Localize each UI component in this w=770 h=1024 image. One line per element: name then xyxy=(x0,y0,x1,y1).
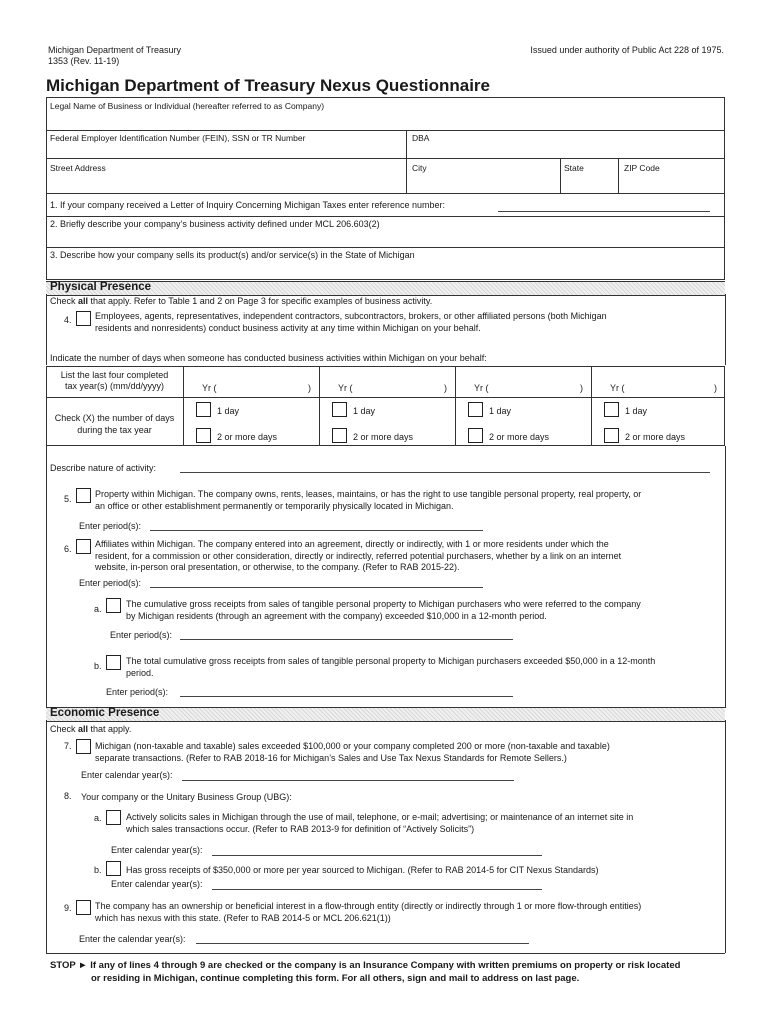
year-1-input[interactable] xyxy=(220,393,306,394)
year-1-one-day-checkbox[interactable] xyxy=(196,402,211,417)
q5-text xyxy=(95,489,641,512)
q7-line: Michigan (non-taxable and taxable) sales exceeded $100,000 or your company completed 200 or more (non-taxable and taxable) xyxy=(95,741,610,751)
q8a-year-label: Enter calendar year(s): xyxy=(111,845,203,855)
q7-text xyxy=(95,741,610,764)
stop-label: STOP xyxy=(50,960,76,971)
year-4-close: ) xyxy=(714,383,717,393)
fein-label: Federal Employer Identification Number (FEIN), SSN or TR Number xyxy=(50,133,306,143)
days-check-label-line: Check (X) the number of days xyxy=(54,413,175,423)
q6-number: 6. xyxy=(64,544,72,554)
divider xyxy=(46,158,725,159)
q4-line: Employees, agents, representatives, independent contractors, subcontractors, brokers, or other affiliated persons (both Michigan xyxy=(95,311,607,321)
question-1: 1. If your company received a Letter of Inquiry Concerning Michigan Taxes enter reference number: xyxy=(50,200,446,210)
q6b-line: The total cumulative gross receipts from sales of tangible personal property to Michigan purchasers exceeded $50,000 in a 12-month xyxy=(126,656,656,666)
q7-line: separate transactions. (Refer to RAB 2018-16 for Michigan’s Sales and Use Tax Nexus Standards for Remote Sellers.) xyxy=(95,752,567,763)
q7-year-label: Enter calendar year(s): xyxy=(81,770,173,780)
q8b-year-line[interactable] xyxy=(212,889,542,890)
q6a-letter: a. xyxy=(94,604,102,614)
q8-number: 8. xyxy=(64,791,72,801)
physical-presence-title: Physical Presence xyxy=(50,281,152,293)
year-3-open: Yr ( xyxy=(474,383,489,393)
divider xyxy=(725,446,726,708)
q8b-year-label: Enter calendar year(s): xyxy=(111,879,203,889)
divider xyxy=(46,247,725,248)
year-1-two-days-label: 2 or more days xyxy=(217,432,278,442)
physical-presence-header xyxy=(46,281,725,296)
divider xyxy=(46,397,725,398)
zip-label: ZIP Code xyxy=(624,163,660,173)
year-2-open: Yr ( xyxy=(338,383,353,393)
year-3-close: ) xyxy=(580,383,583,393)
divider xyxy=(46,193,725,194)
page-title: Michigan Department of Treasury Nexus Questionnaire xyxy=(46,76,491,95)
q6-line: website, in-person oral presentation, or otherwise, to the company. (Refer to RAB 2015-22). xyxy=(95,562,460,572)
q4-checkbox[interactable] xyxy=(76,311,91,326)
street-label: Street Address xyxy=(50,163,106,173)
agency-name: Michigan Department of Treasury xyxy=(48,45,182,55)
q6b-period-line[interactable] xyxy=(180,696,513,697)
instruction-post: that apply. Refer to Table 1 and 2 on Page 3 for specific examples of business activity. xyxy=(88,296,433,306)
year-4-open: Yr ( xyxy=(610,383,625,393)
q6-checkbox[interactable] xyxy=(76,539,91,554)
divider xyxy=(46,216,725,217)
year-4-one-day-checkbox[interactable] xyxy=(604,402,619,417)
year-4-one-day-label: 1 day xyxy=(625,406,648,416)
q6a-line: by Michigan residents (through an agreement with the company) exceeded $10,000 in a 12-month period. xyxy=(126,610,547,621)
q6a-period-line[interactable] xyxy=(180,639,513,640)
days-check-label xyxy=(46,412,183,436)
year-1-close: ) xyxy=(308,383,311,393)
q5-checkbox[interactable] xyxy=(76,488,91,503)
year-4-input[interactable] xyxy=(628,393,712,394)
year-4-two-days-label: 2 or more days xyxy=(625,432,686,442)
question-2: 2. Briefly describe your company’s business activity defined under MCL 206.603(2) xyxy=(50,219,380,229)
q6a-text xyxy=(126,599,641,622)
days-prompt: Indicate the number of days when someone has conducted business activities within Michigan on your behalf: xyxy=(50,353,487,363)
nature-input-line[interactable] xyxy=(180,472,710,473)
year-3-two-days-checkbox[interactable] xyxy=(468,428,483,443)
divider xyxy=(46,130,725,131)
economic-presence-title: Economic Presence xyxy=(50,707,160,719)
q6a-period-label: Enter period(s): xyxy=(110,630,173,640)
q8a-text xyxy=(126,812,633,835)
q5-line: Property within Michigan. The company owns, rents, leases, maintains, or has the right to use tangible personal property, real property, or xyxy=(95,489,642,499)
q6-line: Affiliates within Michigan. The company entered into an agreement, directly or indirectly, with 1 or more residents under which the xyxy=(95,539,609,549)
economic-instruction xyxy=(50,724,131,734)
q8b-letter: b. xyxy=(94,865,102,875)
year-2-two-days-label: 2 or more days xyxy=(353,432,414,442)
authority-text: Issued under authority of Public Act 228 of 1975. xyxy=(530,45,724,55)
divider xyxy=(618,158,619,193)
q6-text xyxy=(95,539,621,574)
instruction-bold: all xyxy=(78,724,89,734)
q8-text: Your company or the Unitary Business Group (UBG): xyxy=(81,792,292,802)
stop-line-1 xyxy=(50,959,730,972)
q4-text xyxy=(95,311,607,334)
q9-year-line[interactable] xyxy=(196,943,529,944)
divider xyxy=(725,294,726,365)
q9-year-label: Enter the calendar year(s): xyxy=(79,934,186,944)
divider xyxy=(46,446,47,708)
q8a-checkbox[interactable] xyxy=(106,810,121,825)
stop-text-1: If any of lines 4 through 9 are checked or the company is an Insurance Company with written premiums on property or risk located xyxy=(90,960,681,971)
instruction-post: that apply. xyxy=(88,724,132,734)
q6b-line: period. xyxy=(126,667,154,678)
q6b-checkbox[interactable] xyxy=(106,655,121,670)
q5-number: 5. xyxy=(64,494,72,504)
year-3-two-days-label: 2 or more days xyxy=(489,432,550,442)
year-2-one-day-checkbox[interactable] xyxy=(332,402,347,417)
reference-number-line[interactable] xyxy=(498,211,710,212)
q8a-line: which sales transactions occur. (Refer to RAB 2013-9 for definition of “Actively Solicits”) xyxy=(126,823,475,834)
q8b-text: Has gross receipts of $350,000 or more per year sourced to Michigan. (Refer to RAB 2014-5 for CIT Nexus Standards) xyxy=(126,865,599,875)
divider xyxy=(725,720,726,953)
divider xyxy=(560,158,561,193)
q6-period-line[interactable] xyxy=(150,587,483,588)
arrow-right-icon: ► xyxy=(78,960,88,971)
q5-period-line[interactable] xyxy=(150,530,483,531)
year-2-one-day-label: 1 day xyxy=(353,406,376,416)
q9-text xyxy=(95,901,641,924)
economic-presence-header xyxy=(46,707,725,722)
dba-label: DBA xyxy=(412,133,430,143)
nature-label: Describe nature of activity: xyxy=(50,463,157,473)
q9-line: which has nexus with this state. (Refer to RAB 2014-5 or MCL 206.621(1)) xyxy=(95,912,391,923)
stop-text-2: or residing in Michigan, continue completing this form. For all others, sign and mail to address on last page. xyxy=(91,973,580,984)
year-4-two-days-checkbox[interactable] xyxy=(604,428,619,443)
divider xyxy=(46,953,725,954)
q8a-line: Actively solicits sales in Michigan through the use of mail, telephone, or e-mail; advertising; or maintenance of an internet site in xyxy=(126,812,634,822)
year-1-one-day-label: 1 day xyxy=(217,406,240,416)
year-3-input[interactable] xyxy=(492,393,578,394)
q6b-period-label: Enter period(s): xyxy=(106,687,169,697)
q6-line: resident, for a commission or other consideration, directly or indirectly, referred potential purchasers, whether by a link on an internet xyxy=(95,550,622,561)
year-2-two-days-checkbox[interactable] xyxy=(332,428,347,443)
year-2-close: ) xyxy=(444,383,447,393)
divider xyxy=(319,366,320,446)
q6a-checkbox[interactable] xyxy=(106,598,121,613)
year-1-two-days-checkbox[interactable] xyxy=(196,428,211,443)
legal-name-label: Legal Name of Business or Individual (hereafter referred to as Company) xyxy=(50,101,325,111)
year-3-one-day-label: 1 day xyxy=(489,406,512,416)
q7-number: 7. xyxy=(64,741,72,751)
divider xyxy=(591,366,592,446)
year-2-input[interactable] xyxy=(356,393,442,394)
stop-notice xyxy=(50,959,730,985)
q8b-checkbox[interactable] xyxy=(106,861,121,876)
q6b-letter: b. xyxy=(94,661,102,671)
instruction-bold: all xyxy=(78,296,89,306)
divider xyxy=(183,366,184,446)
divider xyxy=(46,720,47,953)
q9-checkbox[interactable] xyxy=(76,900,91,915)
q7-year-line[interactable] xyxy=(182,780,514,781)
year-3-one-day-checkbox[interactable] xyxy=(468,402,483,417)
q9-number: 9. xyxy=(64,903,72,913)
q6b-text xyxy=(126,656,655,679)
form-number: 1353 (Rev. 11-19) xyxy=(48,56,120,66)
instruction-pre: Check xyxy=(50,724,79,734)
year-1-open: Yr ( xyxy=(202,383,217,393)
form-header-left xyxy=(48,45,181,67)
city-label: City xyxy=(412,163,427,173)
tax-year-label xyxy=(46,370,183,392)
q8a-year-line[interactable] xyxy=(212,855,542,856)
q6a-line: The cumulative gross receipts from sales of tangible personal property to Michigan purchasers who were referred to the company xyxy=(126,599,641,609)
divider xyxy=(455,366,456,446)
q6-period-label: Enter period(s): xyxy=(79,578,142,588)
instruction-pre: Check xyxy=(50,296,79,306)
state-label: State xyxy=(564,163,584,173)
q5-line: an office or other establishment permanently or temporarily physically located in Michigan. xyxy=(95,500,454,511)
question-3: 3. Describe how your company sells its product(s) and/or service(s) in the State of Michigan xyxy=(50,250,415,260)
tax-year-label-line: List the last four completed xyxy=(60,370,169,380)
divider xyxy=(46,294,47,365)
q4-line: residents and nonresidents) conduct business activity at any time within Michigan on your behalf. xyxy=(95,322,481,333)
q9-line: The company has an ownership or beneficial interest in a flow-through entity (directly or indirectly through 1 or more flow-through entities) xyxy=(95,901,642,911)
q5-period-label: Enter period(s): xyxy=(79,521,142,531)
physical-instruction xyxy=(50,296,432,306)
q7-checkbox[interactable] xyxy=(76,739,91,754)
q8a-letter: a. xyxy=(94,813,102,823)
days-check-label-line: during the tax year xyxy=(77,425,152,435)
divider xyxy=(406,130,407,193)
tax-year-label-line: tax year(s) (mm/dd/yyyy) xyxy=(64,381,164,391)
q4-number: 4. xyxy=(64,315,72,325)
